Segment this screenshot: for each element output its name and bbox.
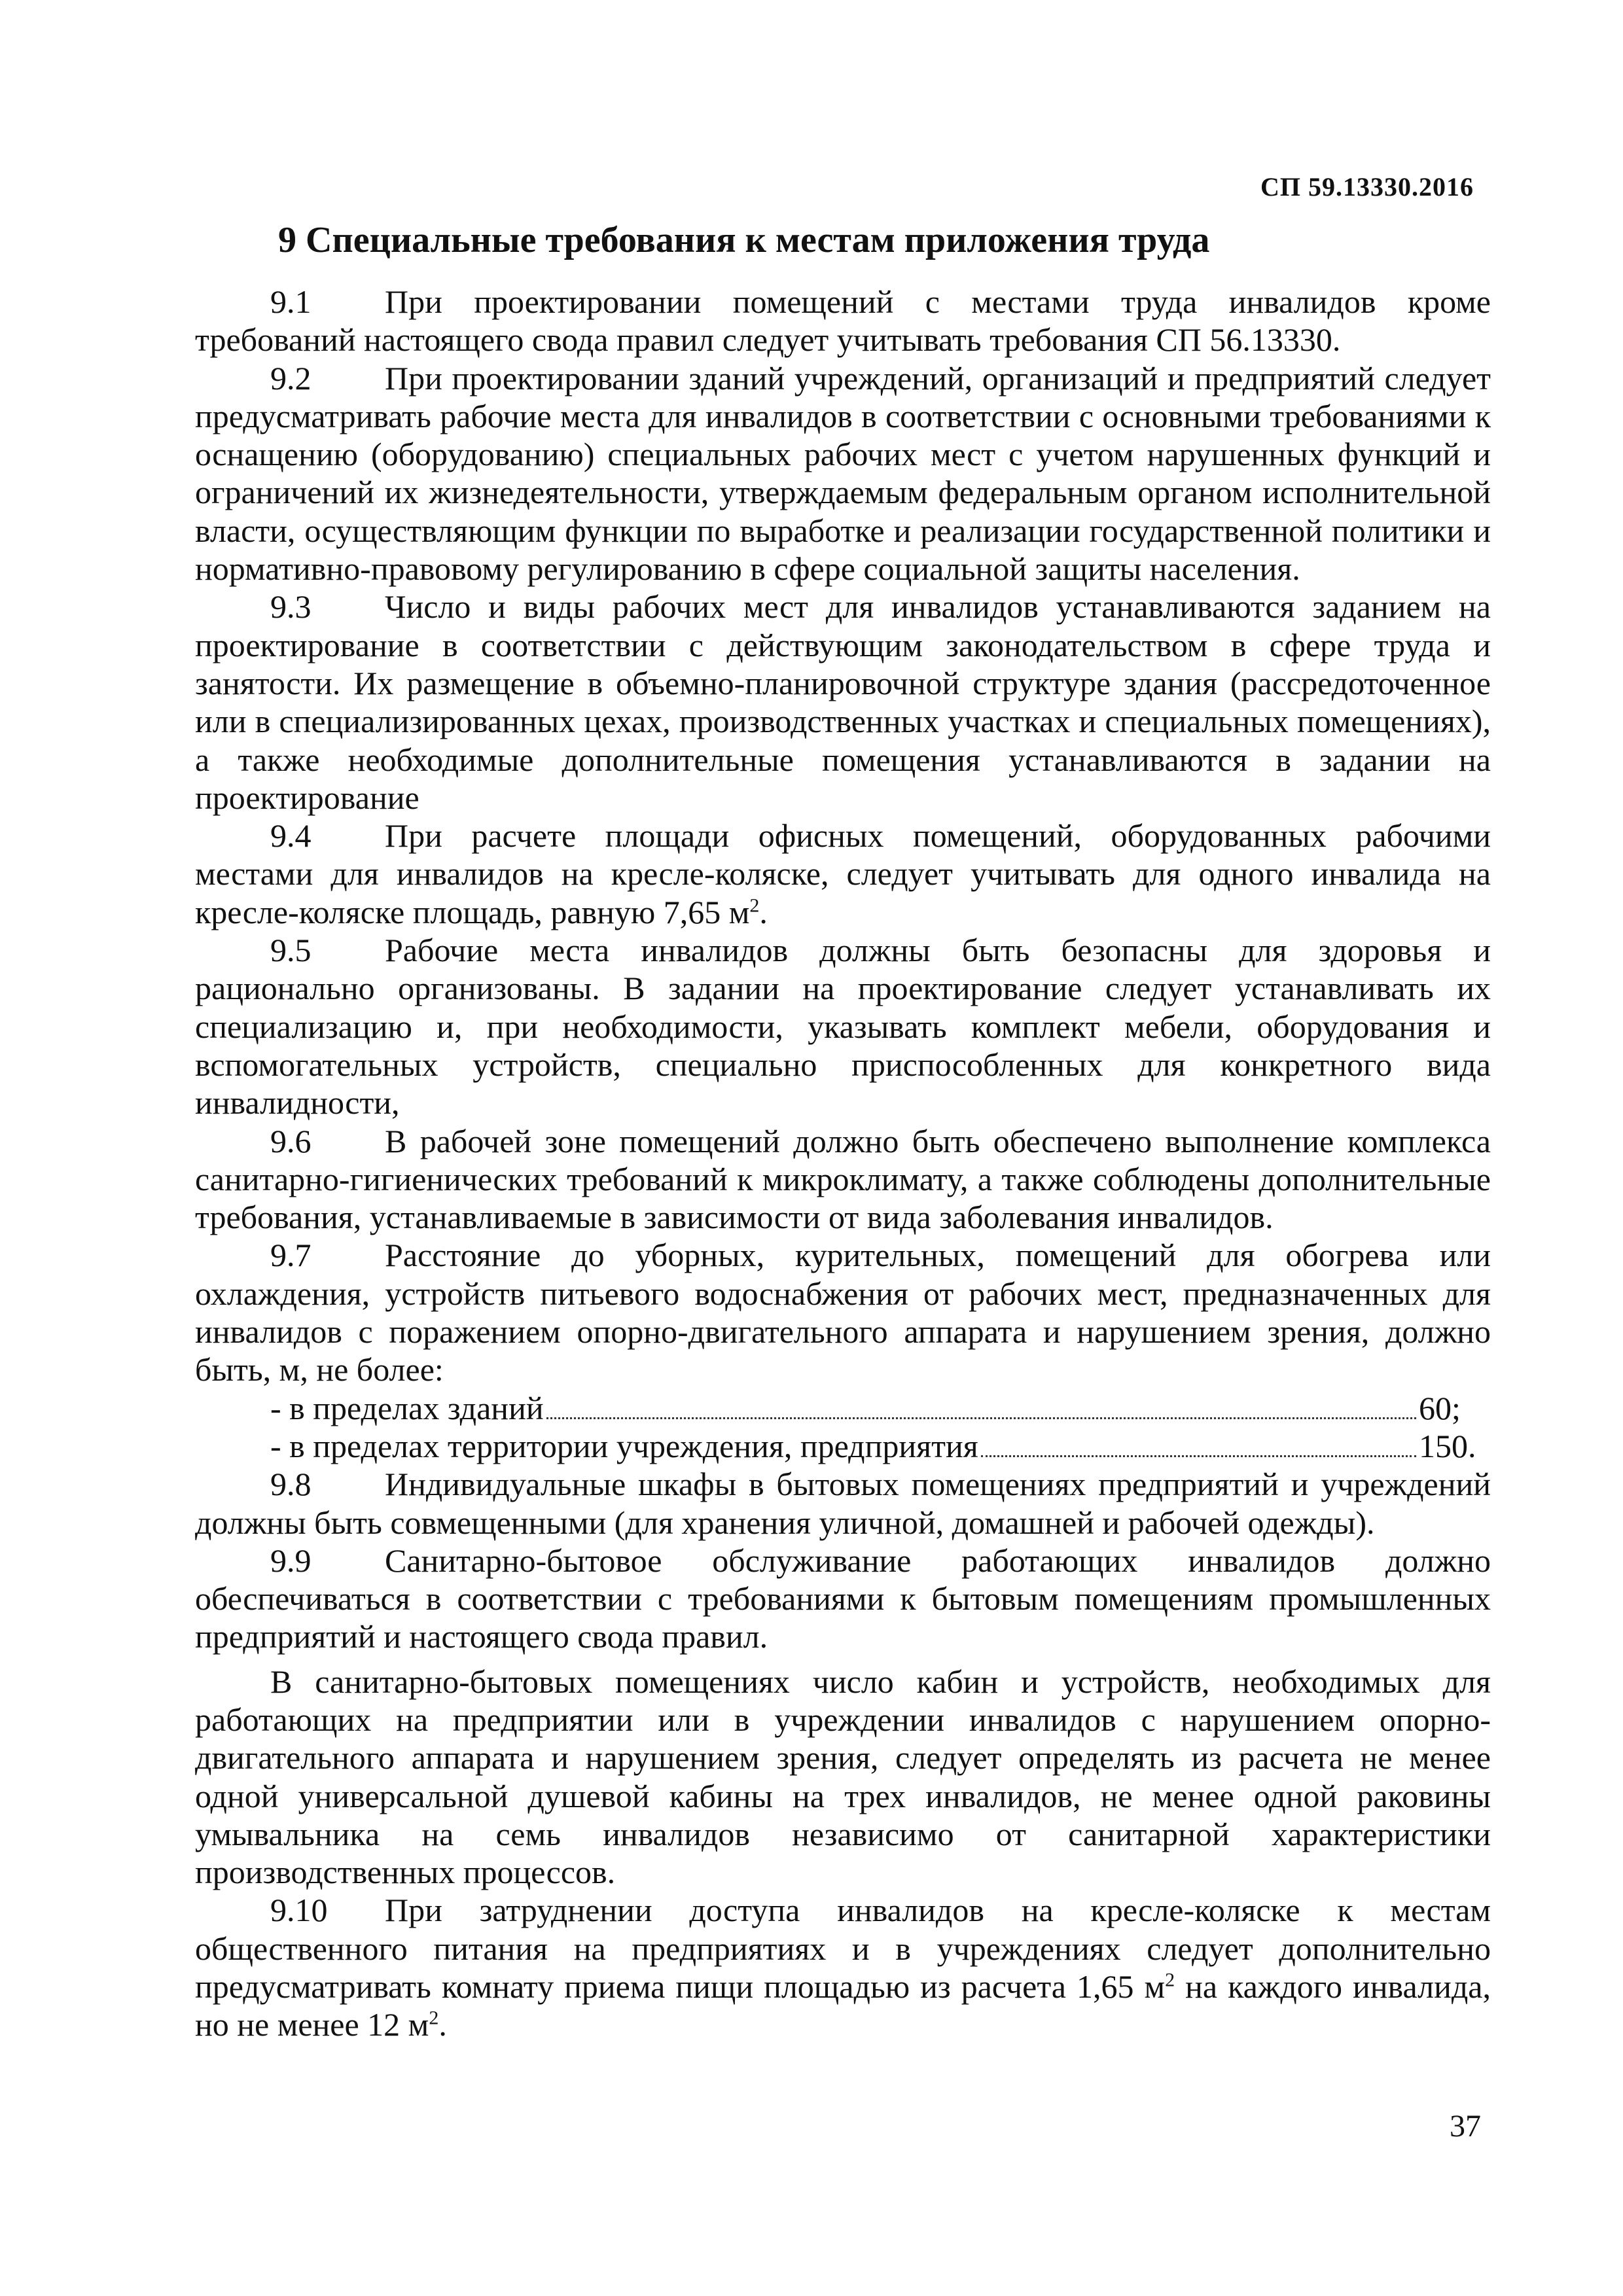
dot-leader — [981, 1455, 1416, 1457]
list-item-value: 60; — [1419, 1389, 1461, 1426]
paragraph-number: 9.2 — [270, 359, 312, 397]
paragraph-9-10 — [195, 1891, 1491, 2043]
superscript: 2 — [1165, 1969, 1175, 1991]
paragraph-9-8 — [195, 1465, 1491, 1542]
paragraph-text-tail: . — [759, 893, 768, 930]
paragraph-text: Индивидуальные шкафы в бытовых помещениях предприятий и учреждений должны быть совмещенными (для хранения уличной, домашней и рабочей одежды). — [195, 1466, 1491, 1541]
paragraph-text: Число и виды рабочих мест для инвалидов устанавливаются заданием на проектирование в соответствии с действующим законодательством в сфере труда и занятости. Их размещение в объемно-планировочной структуре здания (рассредоточенное или в специализированных цехах, производственных участках и специальных помещениях), а также необходимые дополнительные помещения устанавливаются в задании на проектирование — [195, 588, 1491, 816]
paragraph-text: В санитарно-бытовых помещениях число кабин и устройств, необходимых для работающих на предприятии или в учреждении инвалидов с нарушением опорно-двигательного аппарата и нарушением зрения, следует определять из расчета не менее одной универсальной душевой кабины на трех инвалидов, не менее одной раковины умывальника на семь инвалидов независимо от санитарной характеристики производственных процессов. — [195, 1663, 1491, 1891]
paragraph-number: 9.9 — [270, 1542, 312, 1579]
paragraph-text: В рабочей зоне помещений должно быть обеспечено выполнение комплекса санитарно-гигиенических требований к микроклимату, а также соблюдены дополнительные требования, устанавливаемые в зависимости от вида заболевания инвалидов. — [195, 1122, 1491, 1236]
paragraph-text: Расстояние до уборных, курительных, помещений для обогрева или охлаждения, устройств питьевого водоснабжения от рабочих мест, предназначенных для инвалидов с поражением опорно-двигательного аппарата и нарушением зрения, должно быть, м, не более: — [195, 1237, 1491, 1388]
paragraph-text: При расчете площади офисных помещений, оборудованных рабочими местами для инвалидов на кресле-коляске, следует учитывать для одного инвалида на кресле-коляске площадь, равную 7,65 м — [195, 817, 1491, 930]
paragraph-9-6 — [195, 1122, 1491, 1237]
paragraph-number: 9.10 — [270, 1892, 328, 1929]
document-body — [195, 283, 1491, 2044]
paragraph-number: 9.3 — [270, 588, 312, 626]
paragraph-text: При проектировании зданий учреждений, организаций и предприятий следует предусматривать рабочие места для инвалидов в соответствии с основными требованиями к оснащению (оборудованию) специальных рабочих мест с учетом нарушенных функций и ограничений их жизнедеятельности, утверждаемым федеральным органом исполнительной власти, осуществляющим функции по выработке и реализации государственной политики и нормативно-правовому регулированию в сфере социальной защиты населения. — [195, 359, 1491, 588]
page-number: 37 — [1450, 2109, 1481, 2144]
paragraph-number: 9.4 — [270, 817, 312, 855]
paragraph-9-7 — [195, 1236, 1491, 1388]
paragraph-9-2 — [195, 359, 1491, 588]
paragraph-text-middle: на каждого инвалида, но не менее 12 м — [195, 1968, 1491, 2043]
paragraph-text-tail: . — [438, 2006, 447, 2043]
document-code: СП 59.13330.2016 — [1260, 172, 1474, 202]
list-item — [195, 1389, 1491, 1427]
paragraph-9-3 — [195, 588, 1491, 817]
section-heading: 9 Специальные требования к местам приложения труда — [278, 220, 1210, 260]
paragraph-9-1 — [195, 283, 1491, 359]
list-item — [195, 1427, 1491, 1465]
paragraph-number: 9.1 — [270, 283, 312, 320]
dot-leader — [546, 1417, 1416, 1419]
list-item-value: 150. — [1419, 1427, 1476, 1464]
list-item-label: - в пределах зданий — [270, 1389, 544, 1426]
superscript: 2 — [749, 894, 760, 917]
paragraph-number: 9.8 — [270, 1466, 312, 1503]
distance-list — [195, 1389, 1491, 1466]
paragraph-9-9 — [195, 1542, 1491, 1656]
paragraph-number: 9.5 — [270, 932, 312, 969]
paragraph-text: Рабочие места инвалидов должны быть безопасны для здоровья и рационально организованы. В задании на проектирование следует устанавливать их специализацию и, при необходимости, указывать комплект мебели, оборудования и вспомогательных устройств, специально приспособленных для конкретного вида инвалидности, — [195, 932, 1491, 1122]
paragraph-number: 9.7 — [270, 1237, 312, 1274]
paragraph-9-9-continued — [195, 1663, 1491, 1892]
paragraph-9-4 — [195, 817, 1491, 931]
list-item-label: - в пределах территории учреждения, предприятия — [270, 1427, 978, 1464]
superscript: 2 — [429, 2007, 439, 2029]
paragraph-text: При затруднении доступа инвалидов на кресле-коляске к местам общественного питания на предприятиях и в учреждениях следует дополнительно предусматривать комнату приема пищи площадью из расчета 1,65 м — [195, 1892, 1491, 2005]
paragraph-text: Санитарно-бытовое обслуживание работающих инвалидов должно обеспечиваться в соответствии с требованиями к бытовым помещениям промышленных предприятий и настоящего свода правил. — [195, 1542, 1491, 1655]
paragraph-text: При проектировании помещений с местами труда инвалидов кроме требований настоящего свода правил следует учитывать требования СП 56.13330. — [195, 283, 1491, 359]
paragraph-9-5 — [195, 931, 1491, 1122]
paragraph-number: 9.6 — [270, 1122, 312, 1159]
